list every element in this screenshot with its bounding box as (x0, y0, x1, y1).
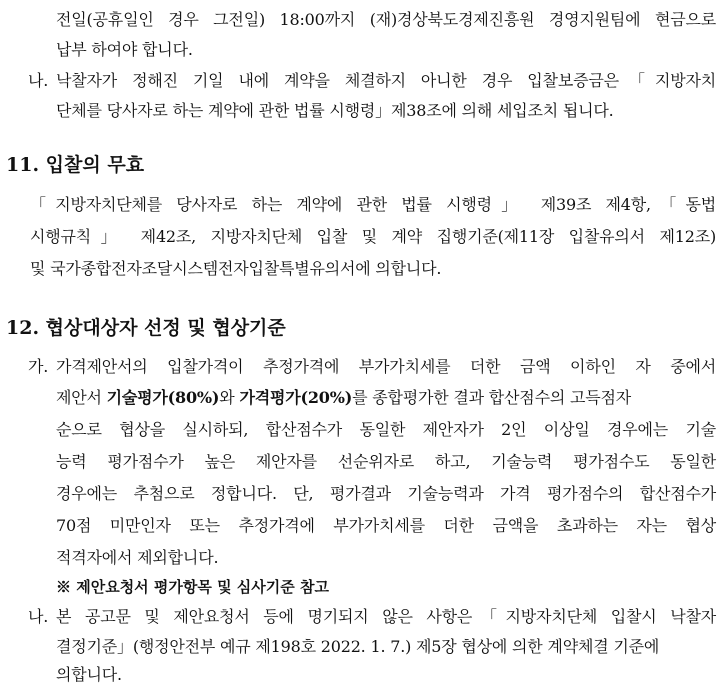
price-eval-weight: 가격평가(20%) (239, 388, 353, 407)
sec12-ga-line2: 제안서 기술평가(80%)와 가격평가(20%)를 종합평가한 결과 합산점수의 고득점자 (56, 388, 631, 407)
sec11-line3: 및 국가종합전자조달시스템전자입찰특별유의서에 의합니다. (30, 259, 442, 278)
sec11-line2: 시행규칙」 제42조, 지방자치단체 입찰 및 계약 집행기준(제11장 입찰유의서 제12조) (30, 227, 716, 246)
sec12-ga-line6: 70점 미만인자 또는 추정가격에 부가가치세를 더한 금액을 초과하는 자는 협상 (56, 516, 716, 535)
tech-eval-weight: 기술평가(80%) (106, 388, 220, 407)
sec10-cont-line1: 전일(공휴일인 경우 그전일) 18:00까지 (재)경상북도경제진흥원 경영지원팀에 현금으로 (56, 10, 716, 29)
sec10-na-line1: 낙찰자가 정해진 기일 내에 계약을 체결하지 아니한 경우 입찰보증금은「지방자치 (56, 71, 716, 90)
section-11-title: 11. 입찰의 무효 (6, 154, 145, 176)
sec12-na-line3: 의합니다. (56, 665, 122, 684)
eval-criteria-note: ※ 제안요청서 평가항목 및 심사기준 참고 (56, 578, 329, 596)
sec12-ga-line7: 적격자에서 제외합니다. (56, 548, 219, 567)
sec11-line1: 「지방자치단체를 당사자로 하는 계약에 관한 법률 시행령」 제39조 제4항,「동법 (30, 195, 716, 214)
sec12-ga-line4: 능력 평가점수가 높은 제안자를 선순위자로 하고, 기술능력 평가점수도 동일한 (56, 452, 716, 471)
sec10-cont-line2: 납부 하여야 합니다. (56, 40, 193, 59)
sec12-ga-line3: 순으로 협상을 실시하되, 합산점수가 동일한 제안자가 2인 이상일 경우에는 기술 (56, 420, 716, 439)
sec12-na-line1: 본 공고문 및 제안요청서 등에 명기되지 않은 사항은「지방자치단체 입찰시 낙찰자 (56, 607, 716, 626)
sec10-na-line2: 단체를 당사자로 하는 계약에 관한 법률 시행령」제38조에 의해 세입조치 됩니다. (56, 101, 614, 120)
sec10-na-marker: 나. (28, 71, 49, 90)
sec12-ga-line1: 가격제안서의 입찰가격이 추정가격에 부가가치세를 더한 금액 이하인 자 중에서 (56, 357, 716, 376)
section-12-title: 12. 협상대상자 선정 및 협상기준 (6, 317, 286, 339)
sec12-ga-marker: 가. (28, 357, 49, 376)
sec12-na-line2: 결정기준」(행정안전부 예규 제198호 2022. 1. 7.) 제5장 협상에 의한 계약체결 기준에 (56, 637, 660, 656)
sec12-na-marker: 나. (28, 607, 49, 626)
sec12-ga-line5: 경우에는 추첨으로 정합니다. 단, 평가결과 기술능력과 가격 평가점수의 합산점수가 (56, 484, 716, 503)
